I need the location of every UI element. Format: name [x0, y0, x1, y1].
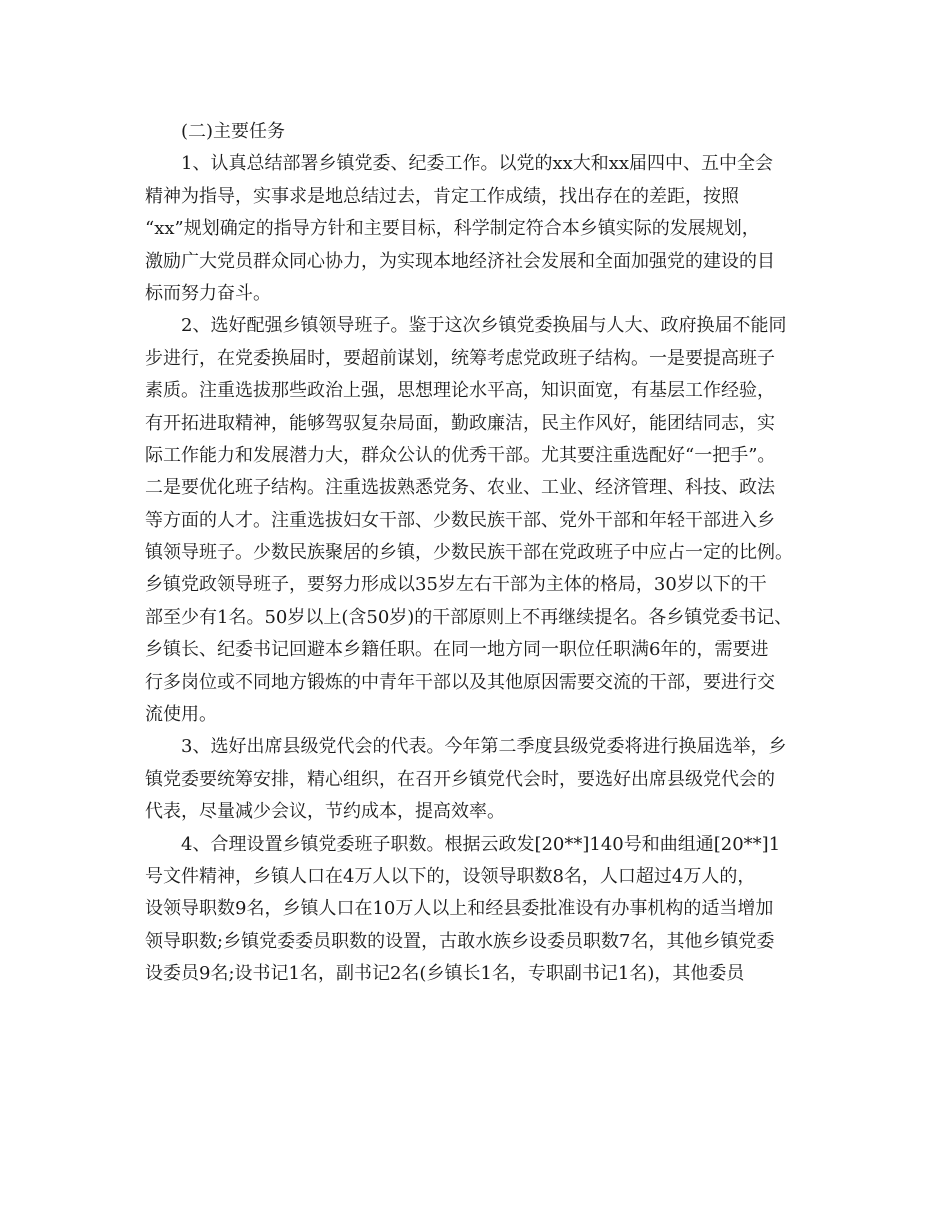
text-line: 乡镇党政领导班子，要努力形成以35岁左右干部为主体的格局，30岁以下的干 — [145, 574, 767, 596]
text-line: 乡镇长、纪委书记回避本乡籍任职。在同一地方同一职位任职满6年的，需要进 — [145, 639, 769, 661]
text-line: 二是要优化班子结构。注重选拔熟悉党务、农业、工业、经济管理、科技、政法 — [145, 477, 775, 499]
text-line: 2、选好配强乡镇领导班子。鉴于这次乡镇党委换届与人大、政府换届不能同 — [181, 315, 787, 337]
text-line: 等方面的人才。注重选拔妇女干部、少数民族干部、党外干部和年轻干部进入乡 — [145, 509, 775, 531]
text-line: 有开拓进取精神，能够驾驭复杂局面，勤政廉洁，民主作风好，能团结同志，实 — [145, 412, 775, 434]
text-line: 4、合理设置乡镇党委班子职数。根据云政发[20**]140号和曲组通[20**]1 — [181, 833, 781, 855]
text-line: 激励广大党员群众同心协力，为实现本地经济社会发展和全面加强党的建设的目 — [145, 250, 775, 272]
text-line: 部至少有1名。50岁以上(含50岁)的干部原则上不再继续提名。各乡镇党委书记、 — [145, 606, 793, 628]
text-line: “xx”规划确定的指导方针和主要目标，科学制定符合本乡镇实际的发展规划， — [145, 218, 760, 240]
text-line: 镇党委要统筹安排，精心组织，在召开乡镇党代会时，要选好出席县级党代会的 — [145, 768, 775, 790]
text-line: 领导职数;乡镇党委委员职数的设置，古敢水族乡设委员职数7名，其他乡镇党委 — [145, 930, 775, 952]
paragraph-1 — [145, 148, 825, 310]
text-line: 代表，尽量减少会议，节约成本，提高效率。 — [145, 801, 505, 823]
text-line: 步进行，在党委换届时，要超前谋划，统筹考虑党政班子结构。一是要提高班子 — [145, 347, 775, 369]
text-line: 设领导职数9名，乡镇人口在10万人以上和经县委批准设有办事机构的适当增加 — [145, 898, 774, 920]
document-body — [145, 116, 825, 991]
text-line: 设委员9名;设书记1名，副书记2名(乡镇长1名，专职副书记1名)，其他委员 — [145, 963, 745, 985]
paragraph-4 — [145, 829, 825, 991]
text-line: 镇领导班子。少数民族聚居的乡镇，少数民族干部在党政班子中应占一定的比例。 — [145, 542, 793, 564]
text-line: 号文件精神，乡镇人口在4万人以下的，设领导职数8名，人口超过4万人的， — [145, 865, 756, 887]
text-line: 标而努力奋斗。 — [145, 282, 271, 304]
text-line: 素质。注重选拔那些政治上强，思想理论水平高，知识面宽，有基层工作经验， — [145, 380, 775, 402]
text-line: 3、选好出席县级党代会的代表。今年第二季度县级党委将进行换届选举，乡 — [181, 736, 787, 758]
section-heading: (二)主要任务 — [181, 121, 286, 142]
text-line: 行多岗位或不同地方锻炼的中青年干部以及其他原因需要交流的干部，要进行交 — [145, 671, 775, 693]
text-line: 1、认真总结部署乡镇党委、纪委工作。以党的xx大和xx届四中、五中全会 — [181, 153, 774, 175]
paragraph-2 — [145, 310, 825, 731]
paragraph-3 — [145, 731, 825, 828]
text-line: 流使用。 — [145, 704, 217, 726]
text-line: 精神为指导，实事求是地总结过去，肯定工作成绩，找出存在的差距，按照 — [145, 185, 739, 207]
text-line: 际工作能力和发展潜力大，群众公认的优秀干部。尤其要注重选配好“一把手”。 — [145, 444, 776, 466]
